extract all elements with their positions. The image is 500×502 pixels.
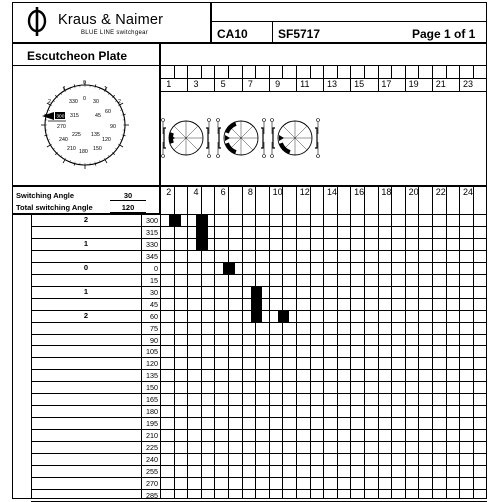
column-number-top: 1 xyxy=(159,79,179,89)
contact-diagram-2 xyxy=(217,119,266,158)
table-row-line xyxy=(31,489,487,490)
row-angle: 285 xyxy=(134,491,158,500)
table-row-line xyxy=(31,393,487,394)
row-position: 1 xyxy=(66,287,106,296)
total-switching-value: 120 xyxy=(110,203,146,212)
column-number-bottom: 14 xyxy=(322,187,342,197)
row-angle: 315 xyxy=(134,228,158,237)
program-number: SF5717 xyxy=(278,27,320,41)
row-angle: 30 xyxy=(134,288,158,297)
row-angle: 240 xyxy=(134,455,158,464)
svg-text:135: 135 xyxy=(91,132,100,138)
svg-text:30: 30 xyxy=(93,99,99,105)
table-row-line xyxy=(31,417,487,418)
table-row-line xyxy=(31,357,487,358)
outer-1a: 1 xyxy=(63,86,66,92)
top-col-divider xyxy=(486,65,487,91)
row-angle: 330 xyxy=(134,240,158,249)
switching-angle-label: Switching Angle xyxy=(16,191,74,200)
table-row-line xyxy=(31,345,487,346)
column-number-bottom: 12 xyxy=(295,187,315,197)
column-number-bottom: 20 xyxy=(404,187,424,197)
table-row-line xyxy=(31,226,487,227)
svg-text:225: 225 xyxy=(72,132,81,138)
dial-tick xyxy=(95,84,96,86)
table-row-line xyxy=(31,429,487,430)
column-number-top: 17 xyxy=(376,79,396,89)
column-number-bottom: 2 xyxy=(159,187,179,197)
row-position: 0 xyxy=(66,263,106,272)
top-col-subdivider xyxy=(255,65,256,78)
top-col-subdivider xyxy=(310,65,311,78)
table-row-line xyxy=(31,477,487,478)
brand-logo-icon xyxy=(17,4,57,38)
dial-tick xyxy=(44,135,46,136)
svg-text:180: 180 xyxy=(79,149,88,155)
top-header-line-3 xyxy=(160,91,487,92)
column-number-bottom: 4 xyxy=(186,187,206,197)
row-position: 1 xyxy=(66,239,106,248)
column-number-top: 19 xyxy=(404,79,424,89)
column-number-top: 21 xyxy=(431,79,451,89)
contact-closed-block xyxy=(223,263,235,274)
column-number-top: 9 xyxy=(268,79,288,89)
top-col-subdivider xyxy=(418,65,419,78)
brand-tagline: BLUE LINE switchgear xyxy=(81,30,148,36)
contact-closed-block xyxy=(251,287,263,322)
row-angle: 135 xyxy=(134,371,158,380)
model-number: CA10 xyxy=(217,27,248,41)
table-row-line xyxy=(31,274,487,275)
row-angle: 0 xyxy=(134,264,158,273)
dial-tick xyxy=(113,95,114,96)
row-angle: 60 xyxy=(134,312,158,321)
table-row-line xyxy=(31,441,487,442)
svg-text:0: 0 xyxy=(83,96,86,102)
dial-tick xyxy=(120,145,123,147)
table-row-line xyxy=(31,405,487,406)
contact-symbols xyxy=(160,110,320,170)
table-row-line xyxy=(31,465,487,466)
row-angle: 105 xyxy=(134,347,158,356)
svg-text:300: 300 xyxy=(56,114,64,120)
total-switching-label: Total switching Angle xyxy=(16,203,93,212)
contact-closed-block xyxy=(196,215,208,250)
column-number-bottom: 6 xyxy=(213,187,233,197)
svg-text:60: 60 xyxy=(105,109,111,115)
column-number-top: 15 xyxy=(349,79,369,89)
dial-tick xyxy=(63,160,65,163)
dial-tick xyxy=(47,145,50,147)
top-col-subdivider xyxy=(446,65,447,78)
escutcheon-dial xyxy=(30,70,140,180)
row-angle: 120 xyxy=(134,359,158,368)
top-col-subdivider xyxy=(228,65,229,78)
dial-tick xyxy=(55,153,56,154)
column-number-top: 11 xyxy=(295,79,315,89)
row-angle: 90 xyxy=(134,336,158,345)
row-angle: 210 xyxy=(134,431,158,440)
column-number-bottom: 24 xyxy=(458,187,478,197)
svg-text:330: 330 xyxy=(69,99,78,105)
contact-diagram-1 xyxy=(162,119,211,158)
column-number-top: 5 xyxy=(213,79,233,89)
dial-tick xyxy=(124,135,126,136)
table-row-line xyxy=(31,250,487,251)
column-number-bottom: 22 xyxy=(431,187,451,197)
column-number-bottom: 8 xyxy=(240,187,260,197)
table-row-line xyxy=(31,381,487,382)
row-angle: 300 xyxy=(134,216,158,225)
svg-text:240: 240 xyxy=(59,137,68,143)
column-number-bottom: 18 xyxy=(376,187,396,197)
contact-closed-block xyxy=(278,311,290,322)
top-col-subdivider xyxy=(174,65,175,78)
row-angle: 165 xyxy=(134,395,158,404)
contact-diagram-3 xyxy=(271,119,320,158)
column-number-top: 23 xyxy=(458,79,478,89)
column-number-top: 13 xyxy=(322,79,342,89)
svg-text:150: 150 xyxy=(93,146,102,152)
page-indicator: Page 1 of 1 xyxy=(412,27,475,41)
outer-2b: 2 xyxy=(118,99,121,105)
row-angle: 180 xyxy=(134,407,158,416)
svg-text:210: 210 xyxy=(67,146,76,152)
top-col-subdivider xyxy=(282,65,283,78)
row-angle: 45 xyxy=(134,300,158,309)
svg-text:270: 270 xyxy=(57,124,66,130)
top-col-subdivider xyxy=(364,65,365,78)
dial-tick xyxy=(113,153,114,154)
brand-name: Kraus & Naimer xyxy=(58,12,163,28)
plate-title-divider xyxy=(12,65,160,66)
row-position: 2 xyxy=(66,215,106,224)
row-position: 2 xyxy=(66,311,106,320)
row-angle: 75 xyxy=(134,324,158,333)
dial-tick xyxy=(124,114,126,115)
table-row-line xyxy=(31,334,487,335)
dial-tick xyxy=(74,164,75,166)
svg-text:315: 315 xyxy=(70,113,79,119)
top-col-subdivider xyxy=(337,65,338,78)
svg-text:120: 120 xyxy=(102,137,111,143)
outer-0: 0 xyxy=(83,80,86,86)
dial-tick xyxy=(55,95,56,96)
dial-tick xyxy=(105,160,107,163)
row-angle: 195 xyxy=(134,419,158,428)
outer-1b: 1 xyxy=(104,86,107,92)
svg-text:45: 45 xyxy=(95,113,101,119)
top-col-subdivider xyxy=(391,65,392,78)
column-number-bottom: 16 xyxy=(349,187,369,197)
column-number-top: 3 xyxy=(186,79,206,89)
table-row-line xyxy=(31,453,487,454)
top-col-subdivider xyxy=(473,65,474,78)
row-angle: 150 xyxy=(134,383,158,392)
contact-closed-block xyxy=(169,215,181,226)
top-col-subdivider xyxy=(201,65,202,78)
table-row-line xyxy=(31,322,487,323)
row-angle: 15 xyxy=(134,276,158,285)
dial-tick xyxy=(95,164,96,166)
row-angle: 270 xyxy=(134,479,158,488)
header-sep-1 xyxy=(272,21,273,43)
plate-title: Escutcheon Plate xyxy=(27,49,127,63)
outer-2a: 2 xyxy=(48,99,51,105)
svg-text:90: 90 xyxy=(110,124,116,130)
dial-tick xyxy=(74,84,75,86)
table-row-line xyxy=(31,369,487,370)
switching-angle-value: 30 xyxy=(110,191,146,200)
row-angle: 345 xyxy=(134,252,158,261)
dial-tick xyxy=(44,114,46,115)
row-angle: 255 xyxy=(134,467,158,476)
row-angle: 225 xyxy=(134,443,158,452)
column-number-bottom: 10 xyxy=(268,187,288,197)
header-divider xyxy=(211,21,487,22)
column-number-top: 7 xyxy=(240,79,260,89)
